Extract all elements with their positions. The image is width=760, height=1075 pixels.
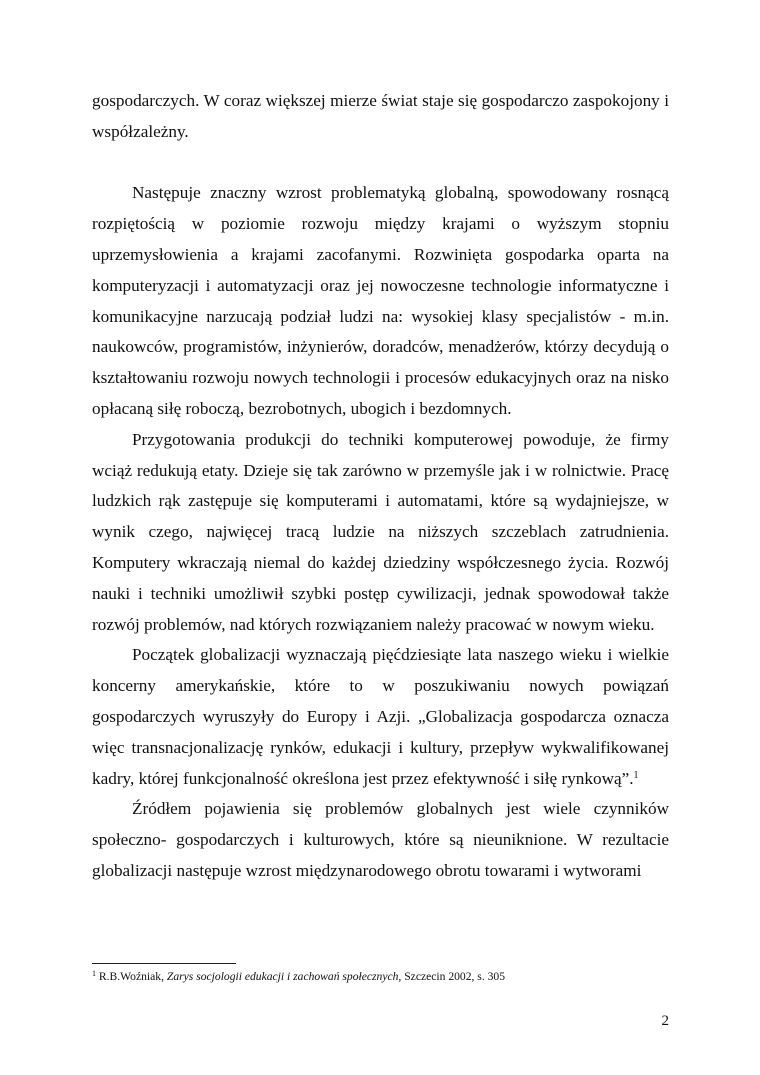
paragraph-continuation: gospodarczych. W coraz większej mierze świat staje się gospodarczo zaspokojony i współzależny.: [92, 91, 669, 141]
footnote-publication: Szczecin 2002, s. 305: [404, 970, 506, 983]
footnote-title: Zarys socjologii edukacji i zachowań społecznych,: [166, 970, 402, 983]
paragraph-global-problems: Następuje znaczny wzrost problematyką globalną, spowodowany rosnącą rozpiętością w poziomie rozwoju między krajami o wyższym stopniu uprzemysłowienia a krajami zacofanymi. Rozwinięta gospodarka oparta na komputeryzacji i automatyzacji oraz jej nowoczesne technologie informatyczne i komunikacyjne narzucają podział ludzi na: wysokiej klasy specjalistów - m.in. naukowców, programistów, inżynierów, doradców, menadżerów, którzy decydują o kształtowaniu rozwoju nowych technologii i procesów edukacyjnych oraz na nisko opłacaną siłę roboczą, bezrobotnych, ubogich i bezdomnych.: [92, 183, 669, 418]
footnote-reference[interactable]: 1: [633, 769, 639, 781]
page-number: 2: [661, 1013, 669, 1029]
paragraph-sources: Źródłem pojawienia się problemów globalnych jest wiele czynników społeczno- gospodarczych i kulturowych, które są nieuniknione. W rezultacie globalizacji następuje wzrost międzynarodowego obrotu towarami i wytworami: [92, 799, 669, 880]
footnote: [92, 969, 669, 984]
body-text: [92, 86, 669, 887]
footnote-author: R.B.Woźniak,: [98, 970, 164, 983]
paragraph-computerization: Przygotowania produkcji do techniki komputerowej powoduje, że firmy wciąż redukują etaty. Dzieje się tak zarówno w przemyśle jak i w rolnictwie. Pracę ludzkich rąk zastępuje się komputerami i automatami, które są wydajniejsze, w wynik czego, najwięcej tracą ludzie na niższych szczeblach zatrudnienia. Komputery wkraczają niemal do każdej dziedziny współczesnego życia. Rozwój nauki i techniki umożliwił szybki postęp cywilizacji, jednak spowodował także rozwój problemów, nad których rozwiązaniem należy pracować w nowym wieku.: [92, 429, 669, 634]
footnote-divider: [92, 963, 236, 964]
paragraph-globalization-origin: [92, 640, 669, 794]
paragraph-globalization-text: Początek globalizacji wyznaczają pięćdziesiąte lata naszego wieku i wielkie koncerny amerykańskie, które to w poszukiwaniu nowych powiązań gospodarczych wyruszyły do Europy i Azji. „Globalizacja gospodarcza oznacza więc transnacjonalizację rynków, edukacji i kultury, przepływ wykwalifikowanej kadry, której funkcjonalność określona jest przez efektywność i siłę rynkową”.: [92, 645, 669, 788]
footnote-marker: 1: [92, 969, 96, 978]
